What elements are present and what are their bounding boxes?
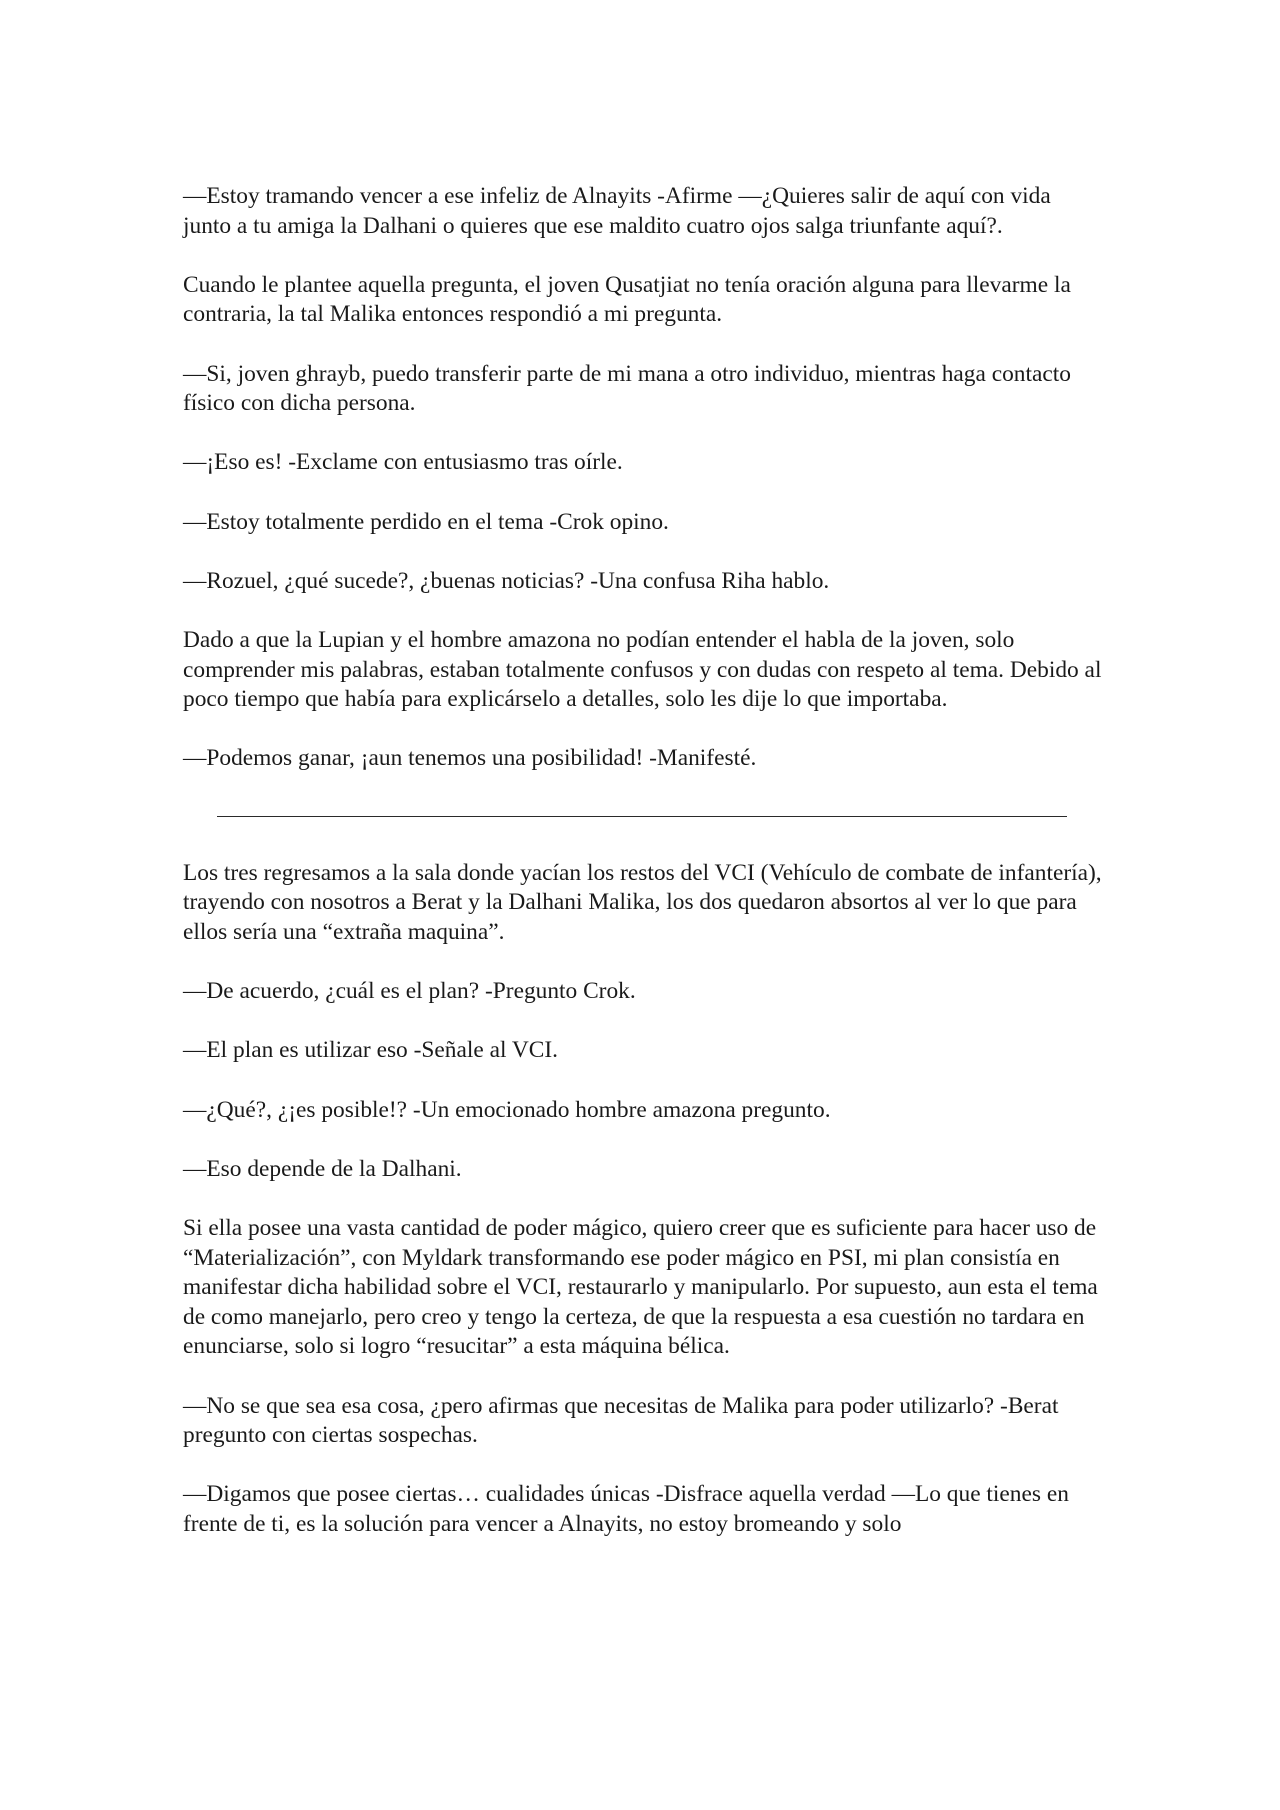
paragraph: —¿Qué?, ¿¡es posible!? -Un emocionado hombre amazona pregunto. [183,1096,831,1123]
paragraph: —Estoy totalmente perdido en el tema -Crok opino. [183,508,669,535]
section-divider [217,816,1067,817]
paragraph: —El plan es utilizar eso -Señale al VCI. [183,1037,559,1064]
paragraph: —Podemos ganar, ¡aun tenemos una posibilidad! -Manifesté. [183,745,757,772]
paragraph: —No se que sea esa cosa, ¿pero afirmas que necesitas de Malika para poder utilizarlo? -Berat pregunto con ciertas sospechas. [183,1392,1059,1449]
paragraph: —Eso depende de la Dalhani. [183,1155,462,1182]
paragraph: —¡Eso es! -Exclame con entusiasmo tras oírle. [183,449,623,476]
paragraph: Cuando le plantee aquella pregunta, el joven Qusatjiat no tenía oración alguna para llevarme la contraria, la tal Malika entonces respondió a mi pregunta. [183,271,1071,328]
paragraph: —Si, joven ghrayb, puedo transferir parte de mi mana a otro individuo, mientras haga contacto físico con dicha persona. [183,360,1071,417]
paragraph: Si ella posee una vasta cantidad de poder mágico, quiero creer que es suficiente para hacer uso de “Materialización”, con Myldark transformando ese poder mágico en PSI, mi plan consistía en manifestar dicha habilidad sobre el VCI, restaurarlo y manipularlo. Por supuesto, aun esta el tema de como manejarlo, pero creo y tengo la certeza, de que la respuesta a esa cuestión no tardara en enunciarse, solo si logro “resucitar” a esta máquina bélica. [183,1215,1098,1360]
paragraph: —De acuerdo, ¿cuál es el plan? -Pregunto Crok. [183,978,636,1005]
paragraph: Dado a que la Lupian y el hombre amazona no podían entender el habla de la joven, solo comprender mis palabras, estaban totalmente confusos y con dudas con respeto al tema. Debido al poco tiempo que había para explicárselo a detalles, solo les dije lo que importaba. [183,626,1102,713]
paragraph: —Digamos que posee ciertas… cualidades únicas -Disfrace aquella verdad —Lo que tienes en frente de ti, es la solución para vencer a Alnayits, no estoy bromeando y solo [183,1481,1069,1537]
paragraph: Los tres regresamos a la sala donde yacían los restos del VCI (Vehículo de combate de infantería), trayendo con nosotros a Berat y la Dalhani Malika, los dos quedaron absortos al ver lo que para ellos sería una “extraña maquina”. [183,859,1102,946]
paragraph: —Estoy tramando vencer a ese infeliz de Alnayits -Afirme —¿Quieres salir de aquí con vida junto a tu amiga la Dalhani o quieres que ese maldito cuatro ojos salga triunfante aquí?. [183,183,1051,239]
document-page [183,182,1103,1540]
paragraph: —Rozuel, ¿qué sucede?, ¿buenas noticias? -Una confusa Riha hablo. [183,567,830,594]
